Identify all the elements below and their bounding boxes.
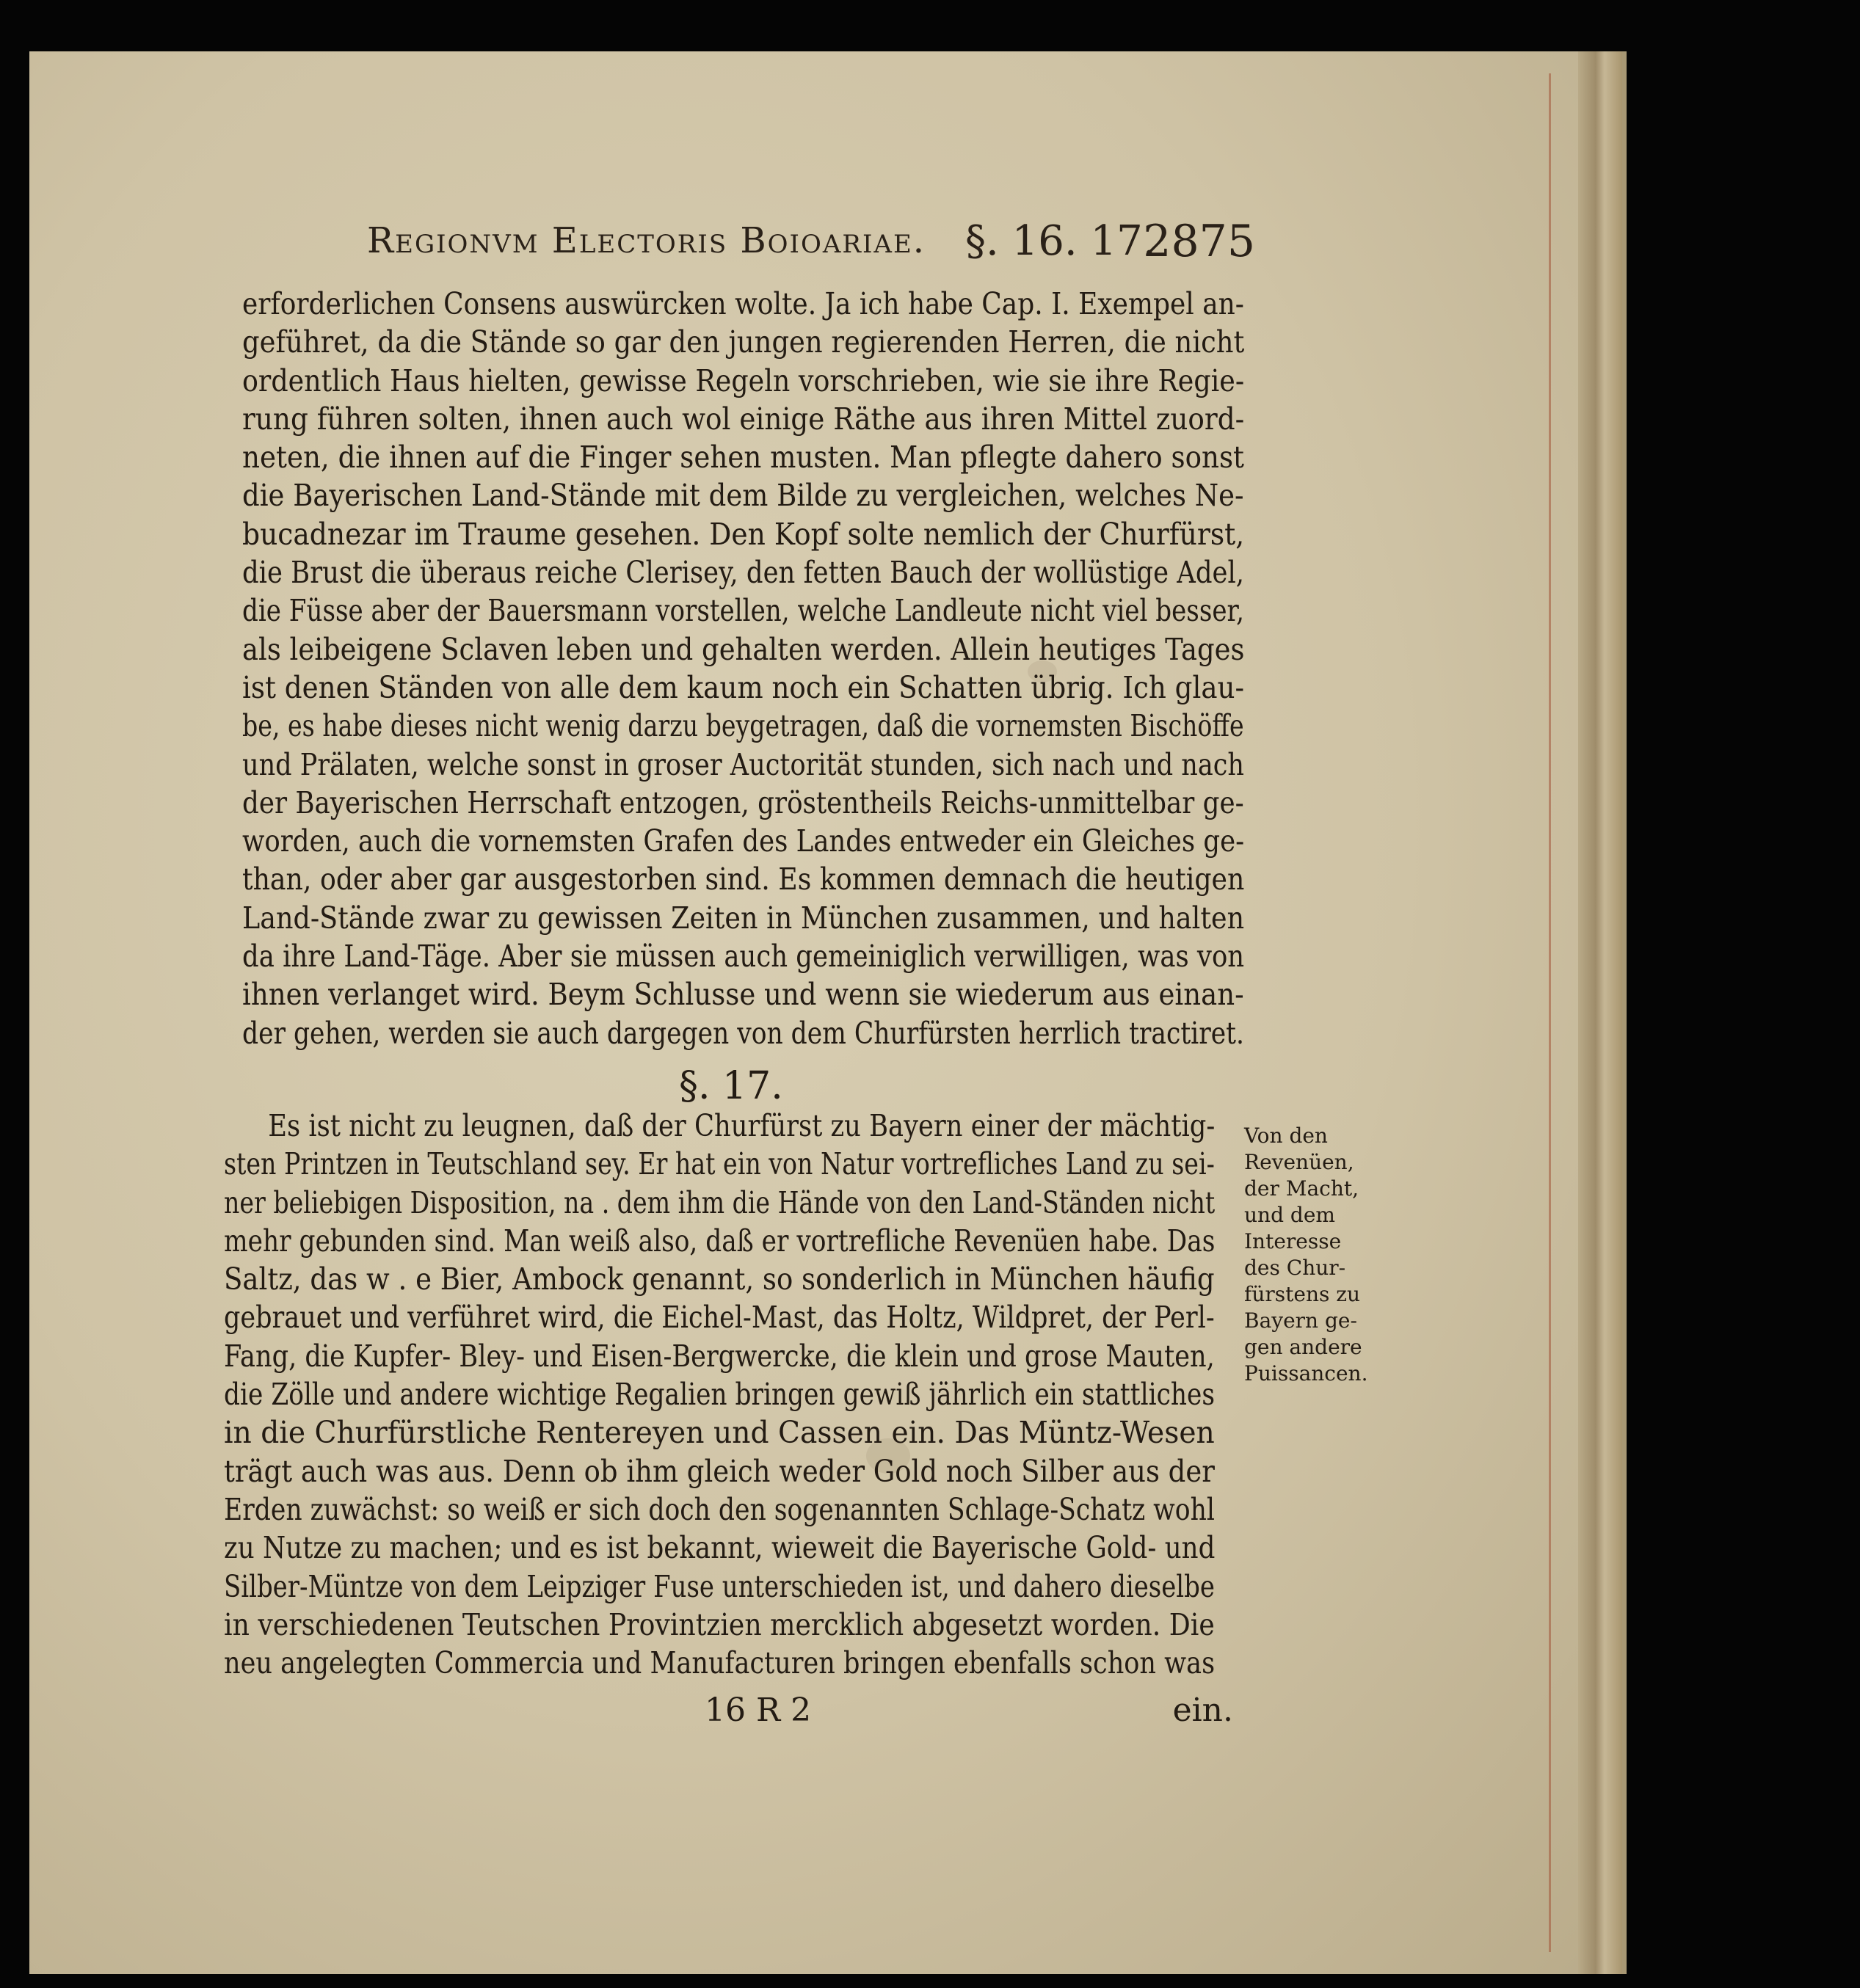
text-line: ordentlich Haus hielten, gewisse Regeln vorschrieben, wie sie ihre Regie- <box>242 363 1245 398</box>
text-line: Saltz, das w . e Bier, Ambock genannt, so sonderlich in München häufig <box>224 1261 1215 1297</box>
text-line: erforderlichen Consens auswürcken wolte. Ja ich habe Cap. I. Exempel an- <box>242 286 1244 321</box>
margin-note-line: gen andere <box>1244 1335 1362 1359</box>
text-line: als leibeigene Sclaven leben und gehalten werden. Allein heutiges Tages <box>242 631 1245 667</box>
section-heading: §. 17. <box>679 1064 783 1108</box>
text-line: bucadnezar im Traume gesehen. Den Kopf solte nemlich der Churfürst, <box>242 516 1245 552</box>
running-header <box>367 213 1255 267</box>
text-line: trägt auch was aus. Denn ob ihm gleich weder Gold noch Silber aus der <box>224 1453 1215 1489</box>
text-line: die Zölle und andere wichtige Regalien bringen gewiß jährlich ein stattliches <box>224 1377 1216 1413</box>
text-line: mehr gebunden sind. Man weiß also, daß er vortrefliche Revenüen habe. Das <box>224 1223 1216 1259</box>
margin-note-line: Bayern ge- <box>1244 1308 1357 1333</box>
running-title: Regionvm Electoris Boioariae. <box>367 220 926 261</box>
text-line: Es ist nicht zu leugnen, daß der Churfürst zu Bayern einer der mächtig- <box>268 1108 1216 1143</box>
text-line: die Füsse aber der Bauersmann vorstellen, welche Landleute nicht viel besser, <box>242 593 1244 629</box>
margin-note-line: der Macht, <box>1244 1176 1359 1201</box>
page-edge <box>1578 51 1622 1974</box>
text-line: ihnen verlanget wird. Beym Schlusse und wenn sie wiederum aus einan- <box>242 977 1244 1013</box>
text-line: die Bayerischen Land-Stände mit dem Bilde zu vergleichen, welches Ne- <box>242 478 1244 514</box>
margin-note-line: Von den <box>1244 1124 1328 1148</box>
text-line: die Brust die überaus reiche Clerisey, den fetten Bauch der wollüstige Adel, <box>242 555 1245 591</box>
paragraph-2 <box>224 1107 1215 1682</box>
text-line: da ihre Land-Täge. Aber sie müssen auch gemeiniglich verwilligen, was von <box>242 939 1245 975</box>
text-line: be, es habe dieses nicht wenig darzu beygetragen, daß die vornemsten Bischöffe <box>242 708 1244 744</box>
text-line: worden, auch die vornemsten Grafen des Landes entweder ein Gleiches ge- <box>242 823 1245 859</box>
paragraph-1 <box>242 285 1244 1052</box>
text-line: Fang, die Kupfer- Bley- und Eisen-Bergwercke, die klein und grose Mauten, <box>224 1338 1215 1374</box>
margin-note-line: fürstens zu <box>1244 1282 1361 1306</box>
margin-note-line: Puissancen. <box>1244 1361 1368 1386</box>
text-line: in verschiedenen Teutschen Provintzien mercklich abgesetzt worden. Die <box>224 1606 1215 1642</box>
margin-note-line: des Chur- <box>1244 1256 1346 1280</box>
section-reference: §. 16. 17. <box>965 217 1156 265</box>
text-line: der Bayerischen Herrschaft entzogen, gröstentheils Reichs-unmittelbar ge- <box>242 784 1244 820</box>
text-line: ner beliebigen Disposition, na . dem ihm die Hände von den Land-Ständen nicht <box>224 1184 1216 1220</box>
catchword: ein. <box>1172 1692 1233 1729</box>
text-line: in die Churfürstliche Rentereyen und Cassen ein. Das Müntz-Wesen <box>224 1415 1215 1451</box>
page-number: 2875 <box>1143 216 1255 267</box>
text-line: neten, die ihnen auf die Finger sehen musten. Man pflegte dahero sonst <box>242 440 1244 476</box>
text-line: geführet, da die Stände so gar den jungen regierenden Herren, die nicht <box>242 324 1245 360</box>
margin-note-line: Interesse <box>1244 1229 1342 1253</box>
text-line: Erden zuwächst: so weiß er sich doch den sogenannten Schlage-Schatz wohl <box>224 1491 1215 1527</box>
text-line: gebrauet und verführet wird, die Eichel-Mast, das Holtz, Wildpret, der Perl- <box>224 1300 1215 1336</box>
text-line: rung führen solten, ihnen auch wol einige Räthe aus ihren Mittel zuord- <box>242 401 1245 437</box>
page-footer <box>705 1692 1233 1736</box>
signature-mark: 16 R 2 <box>705 1692 812 1729</box>
text-line: Silber-Müntze von dem Leipziger Fuse unterschieden ist, und dahero dieselbe <box>224 1568 1215 1604</box>
margin-note <box>1244 1123 1368 1387</box>
text-line: ist denen Ständen von alle dem kaum noch ein Schatten übrig. Ich glau- <box>242 669 1245 705</box>
text-line: der gehen, werden sie auch dargegen von dem Churfürsten herrlich tractiret. <box>242 1015 1244 1051</box>
text-line: und Prälaten, welche sonst in groser Auctorität stunden, sich nach und nach <box>242 746 1245 782</box>
text-line: neu angelegten Commercia und Manufacturen bringen ebenfalls schon was <box>224 1645 1216 1681</box>
text-line: than, oder aber gar ausgestorben sind. Es kommen demnach die heutigen <box>242 862 1245 897</box>
text-line: zu Nutze zu machen; und es ist bekannt, wieweit die Bayerische Gold- und <box>224 1530 1216 1566</box>
margin-note-line: und dem <box>1244 1203 1335 1227</box>
text-line: Land-Stände zwar zu gewissen Zeiten in München zusammen, und halten <box>242 900 1245 936</box>
margin-note-line: Revenüen, <box>1244 1150 1354 1174</box>
page-edge-line <box>1549 73 1551 1952</box>
text-line: sten Printzen in Teutschland sey. Er hat ein von Natur vortrefliches Land zu sei- <box>224 1146 1215 1182</box>
